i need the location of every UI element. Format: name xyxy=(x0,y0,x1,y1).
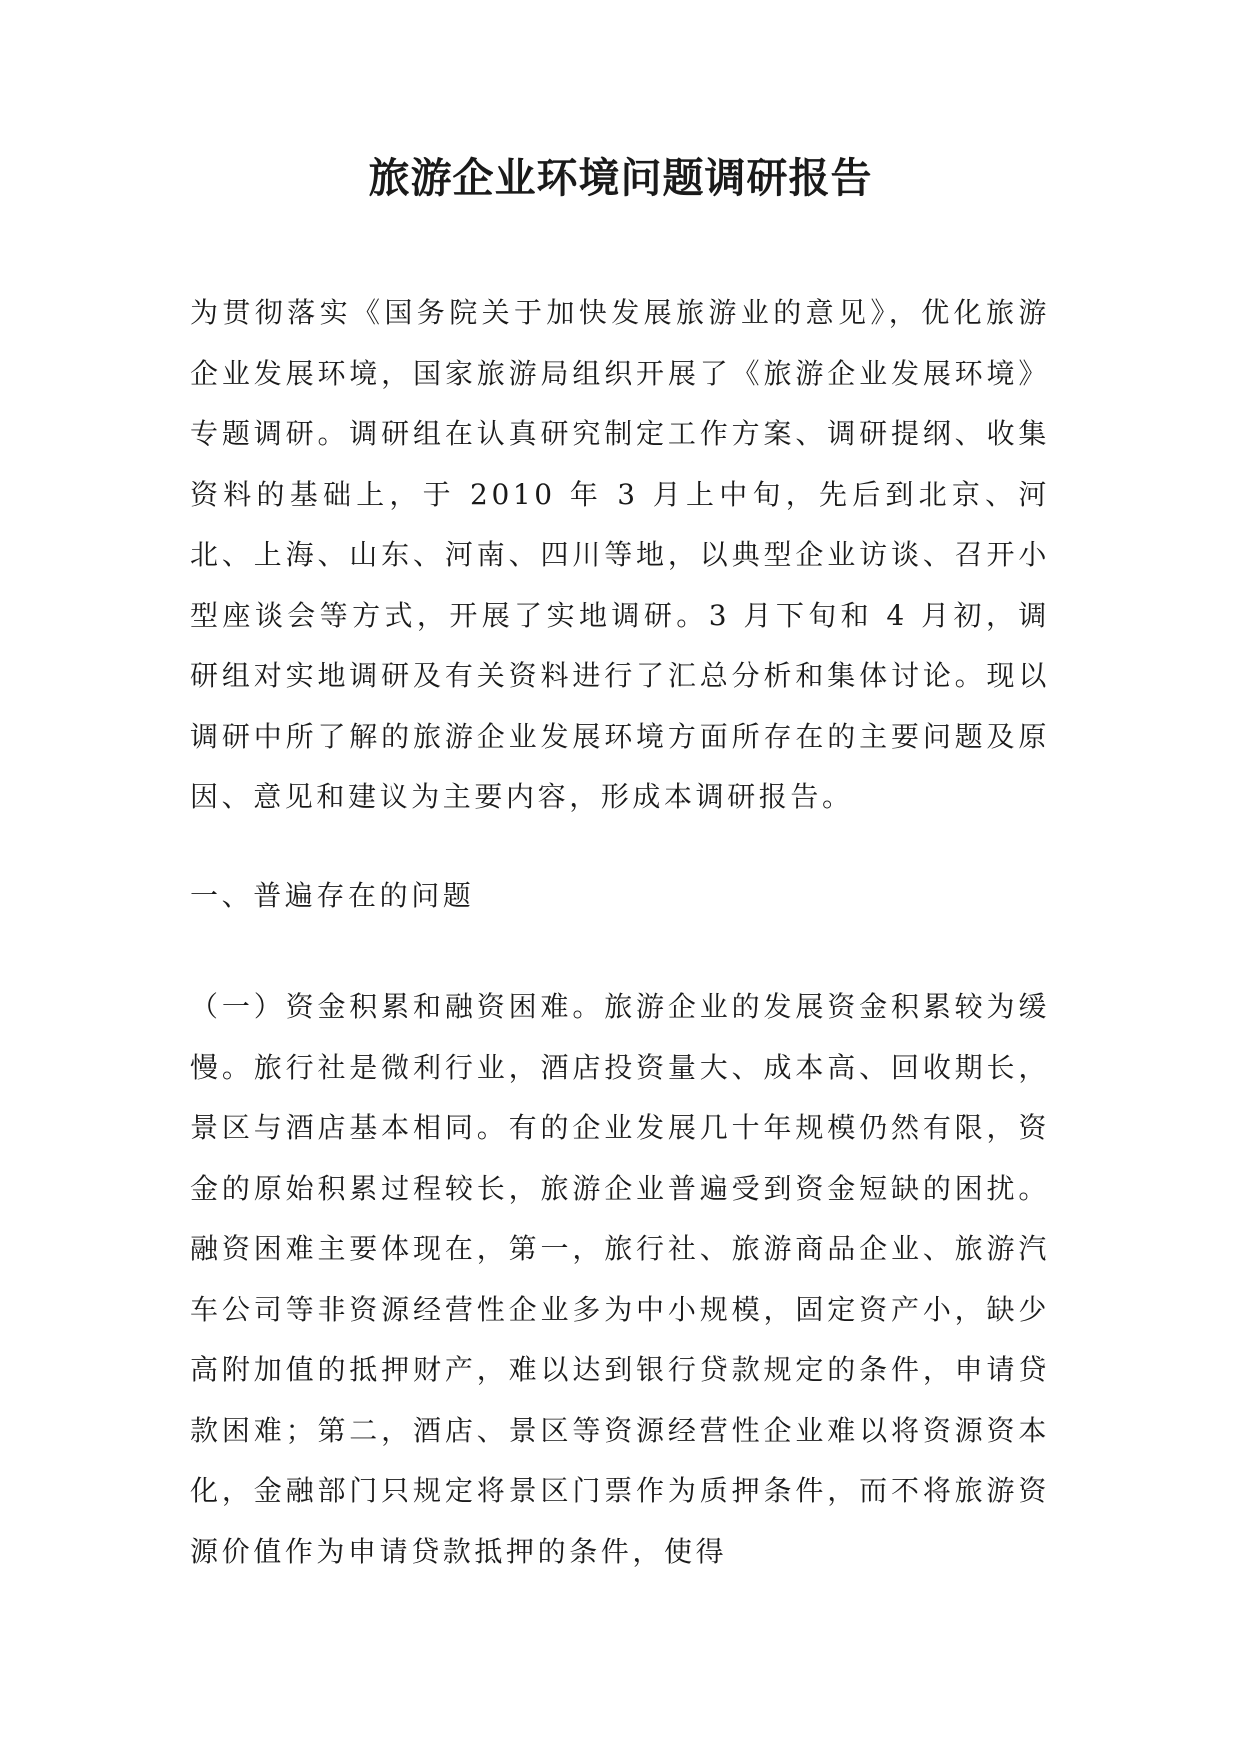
intro-paragraph: 为贯彻落实《国务院关于加快发展旅游业的意见》，优化旅游企业发展环境，国家旅游局组织开展了《旅游企业发展环境》专题调研。调研组在认真研究制定工作方案、调研提纲、收集资料的基础上，于 2010 年 3 月上中旬，先后到北京、河北、上海、山东、河南、四川等地，以典型企业访谈、召开小型座谈会等方式，开展了实地调研。3 月下旬和 4 月初，调研组对实地调研及有关资料进行了汇总分析和集体讨论。现以调研中所了解的旅游企业发展环境方面所存在的主要问题及原因、意见和建议为主要内容，形成本调研报告。 xyxy=(190,296,1050,813)
section-heading: 一、普遍存在的问题 xyxy=(190,879,475,912)
document-title: 旅游企业环境问题调研报告 xyxy=(368,154,873,202)
body-paragraph: （一）资金积累和融资困难。旅游企业的发展资金积累较为缓慢。旅行社是微利行业，酒店投资量大、成本高、回收期长，景区与酒店基本相同。有的企业发展几十年规模仍然有限，资金的原始积累过程较长，旅游企业普遍受到资金短缺的困扰。融资困难主要体现在，第一，旅行社、旅游商品企业、旅游汽车公司等非资源经营性企业多为中小规模，固定资产小，缺少高附加值的抵押财产，难以达到银行贷款规定的条件，申请贷款困难；第二，酒店、景区等资源经营性企业难以将资源资本化，金融部门只规定将景区门票作为质押条件，而不将旅游资源价值作为申请贷款抵押的条件，使得 xyxy=(190,990,1050,1568)
